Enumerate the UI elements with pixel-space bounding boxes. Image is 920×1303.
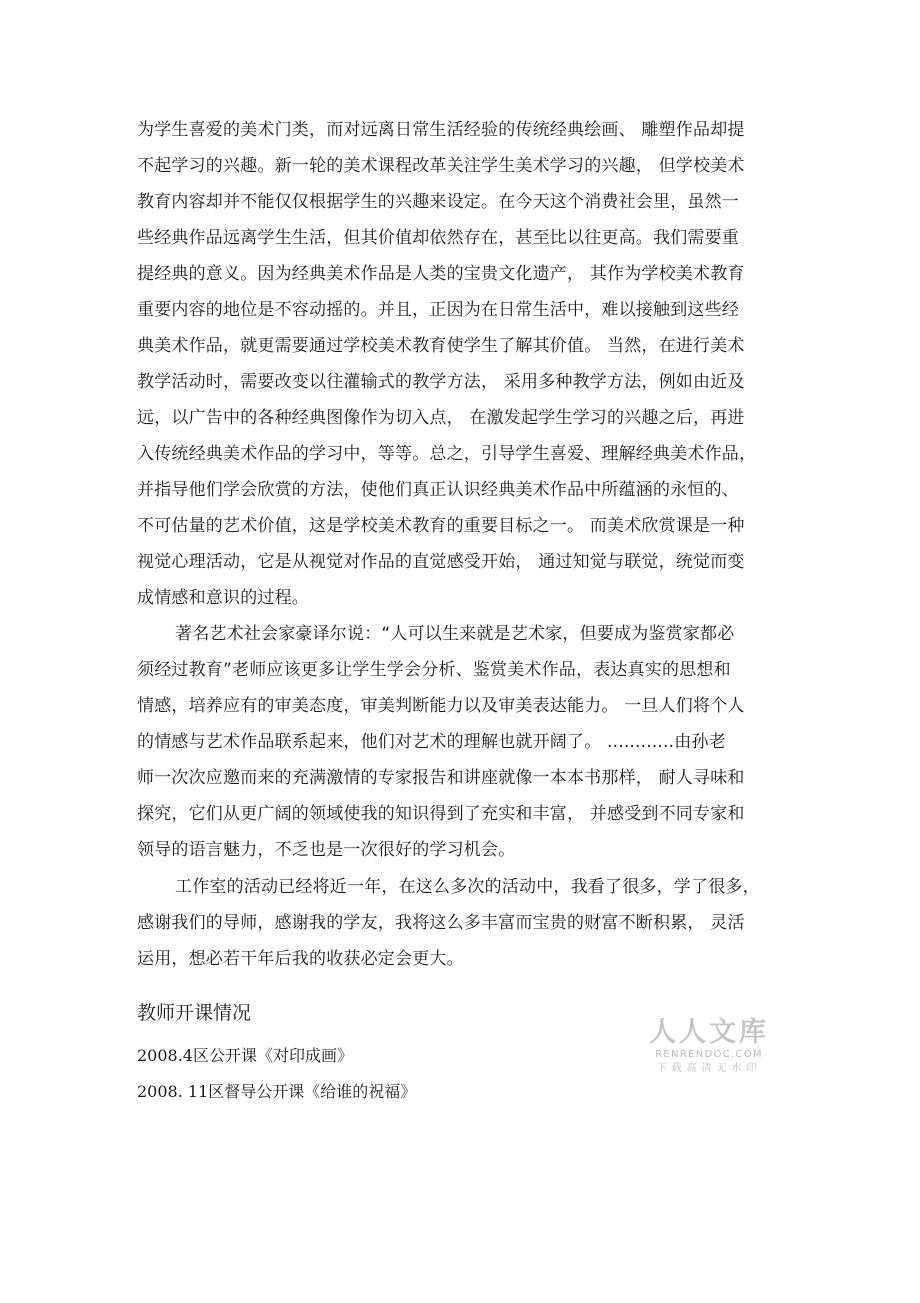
paragraph-1-line: 教育内容却并不能仅仅根据学生的兴趣来设定。在今天这个消费社会里，虽然一 [137,192,739,212]
paragraph-1-line: 成情感和意识的过程。 [137,588,309,608]
paragraph-1-line: 重要内容的地位是不容动摇的。并且，正因为在日常生活中，难以接触到这些经 [137,300,739,320]
paragraph-3-line: 工作室的活动已经将近一年，在这么多次的活动中，我看了很多，学了很多， [175,877,760,897]
paragraph-2-line: 情感，培养应有的审美态度，审美判断能力以及审美表达能力。 一旦人们将个人 [137,696,745,716]
paragraph-3-line: 感谢我们的导师，感谢我的学友，我将这么多丰富而宝贵的财富不断积累， 灵活 [137,913,745,933]
paragraph-2-line: 领导的语言魅力，不乏也是一次很好的学习机会。 [137,840,516,860]
paragraph-2-line: 的情感与艺术作品联系起来，他们对艺术的理解也就开阔了。 ............由孙老 [137,732,726,752]
paragraph-1-line: 典美术作品，就更需要通过学校美术教育使学生了解其价值。 当然，在进行美术 [137,336,745,356]
paragraph-1-line: 不可估量的艺术价值，这是学校美术教育的重要目标之一。 而美术欣赏课是一种 [137,516,745,536]
paragraph-1-line: 视觉心理活动，它是从视觉对作品的直觉感受开始， 通过知觉与联觉，统觉而变 [137,552,745,572]
course-item: 2008.4区公开课《对印成画》 [137,1046,353,1065]
section-heading: 教师开课情况 [137,1002,252,1024]
paragraph-2-line: 探究，它们从更广阔的领域使我的知识得到了充实和丰富， 并感受到不同专家和 [137,804,745,824]
paragraph-3-line: 运用，想必若干年后我的收获必定会更大。 [137,949,464,969]
watermark-title: 人人文库 [649,1017,769,1048]
watermark-domain: RENRENDOC.COM [655,1049,763,1060]
watermark-subtitle: 下载高清无水印 [656,1063,762,1074]
paragraph-1-line: 些经典作品远离学生生活，但其价值却依然存在，甚至比以往更高。我们需要重 [137,228,739,248]
paragraph-2-line: 须经过教育”老师应该更多让学生学会分析、鉴赏美术作品，表达真实的思想和 [137,660,731,680]
paragraph-1-line: 不起学习的兴趣。新一轮的美术课程改革关注学生美术学习的兴趣， 但学校美术 [137,156,745,176]
paragraph-1-line: 远，以广告中的各种经典图像作为切入点， 在激发起学生学习的兴趣之后，再进 [137,408,745,428]
paragraph-1-line: 为学生喜爱的美术门类，而对远离日常生活经验的传统经典绘画、 雕塑作品却提 [137,120,745,140]
paragraph-2-line: 师一次次应邀而来的充满激情的专家报告和讲座就像一本本书那样， 耐人寻味和 [137,768,745,788]
paragraph-1-line: 并指导他们学会欣赏的方法，使他们真正认识经典美术作品中所蕴涵的永恒的、 [137,480,739,500]
paragraph-1-line: 教学活动时，需要改变以往灌输式的教学方法， 采用多种教学方法，例如由近及 [137,372,745,392]
paragraph-2-line: 著名艺术社会家豪译尔说：“人可以生来就是艺术家，但要成为鉴赏家都必 [175,624,735,644]
paragraph-1-line: 提经典的意义。因为经典美术作品是人类的宝贵文化遗产， 其作为学校美术教育 [137,264,745,284]
course-item: 2008. 11区督导公开课《给谁的祝福》 [137,1082,417,1101]
paragraph-1-line: 入传统经典美术作品的学习中，等等。总之，引导学生喜爱、理解经典美术作品， [137,444,757,464]
watermark [646,1018,772,1076]
